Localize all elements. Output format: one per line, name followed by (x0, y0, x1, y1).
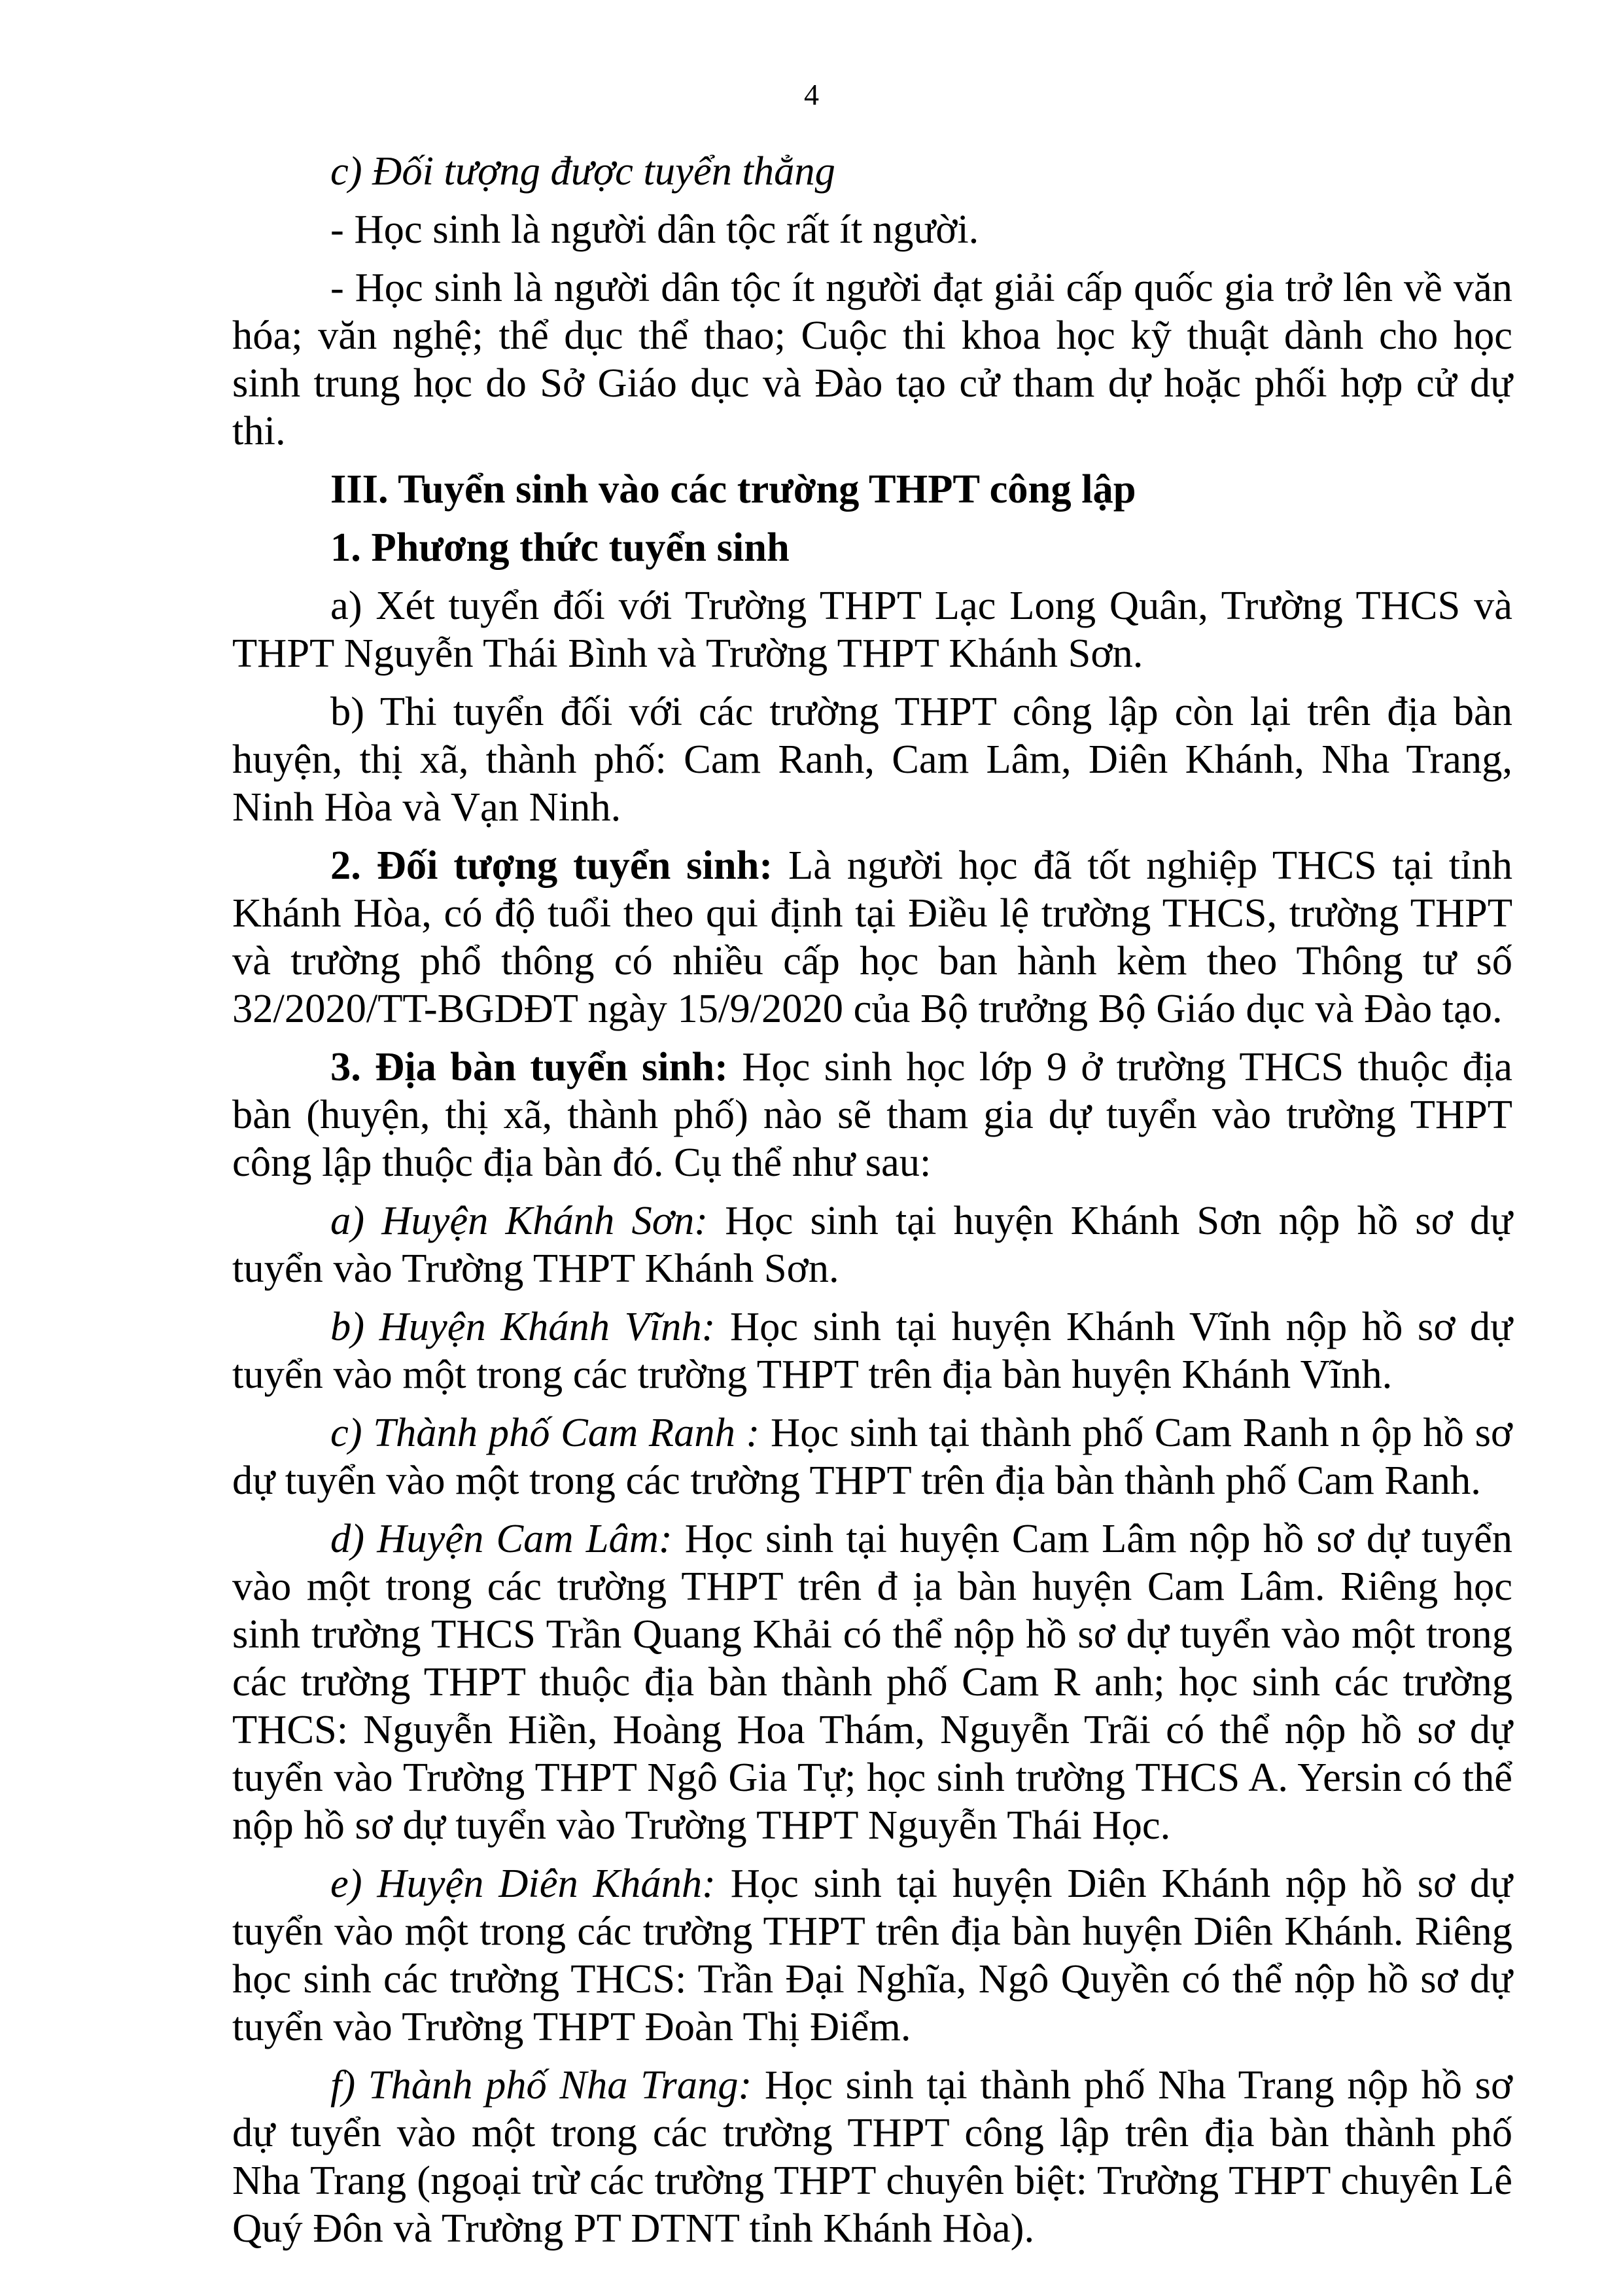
section-heading-1 (232, 523, 1512, 571)
paragraph-c-direct-admission-heading (232, 147, 1512, 195)
paragraph-e-dien-khanh (232, 1860, 1512, 2051)
section-heading-iii (232, 465, 1512, 513)
paragraph-text: Học sinh học lớp 9 ở trường THCS thuộc địa bàn (huyện, thị xã, thành phố) nào sẽ tham gia dự tuyển vào trường THPT công lập thuộc địa bàn đó. Cụ thể như sau: (232, 1044, 1512, 1185)
paragraph-text: Học sinh tại thành phố Nha Trang nộp hồ sơ dự tuyển vào một trong các trường THPT công lập trên địa bàn thành phố Nha Trang (ngoại trừ các trường THPT chuyên biệt: Trường THPT chuyên Lê Quý Đôn và Trường PT DTNT tỉnh Khánh Hòa). (232, 2062, 1512, 2251)
paragraph-text: - Học sinh là người dân tộc rất ít người. (330, 206, 979, 252)
paragraph-b-khanh-vinh (232, 1303, 1512, 1398)
paragraph-2-eligibility (232, 841, 1512, 1033)
paragraph-3-area (232, 1043, 1512, 1186)
paragraph-lead: a) Huyện Khánh Sơn: (330, 1197, 708, 1243)
paragraph-text: Là người học đã tốt nghiệp THCS tại tỉnh Khánh Hòa, có độ tuổi theo qui định tại Điều lệ trường THCS, trường THPT và trường phổ thông có nhiều cấp học ban hành kèm theo Thông tư số 32/2020/TT-BGDĐT ngày 15/9/2020 của Bộ trưởng Bộ Giáo dục và Đào tạo. (232, 842, 1513, 1031)
paragraph-text: a) Xét tuyển đối với Trường THPT Lạc Long Quân, Trường THCS và THPT Nguyễn Thái Bình và Trường THPT Khánh Sơn. (232, 582, 1512, 676)
paragraph-lead: III. Tuyển sinh vào các trường THPT công lập (330, 466, 1136, 512)
paragraph-ethnic-award (232, 264, 1512, 455)
paragraph-lead: b) Huyện Khánh Vĩnh: (330, 1303, 716, 1349)
paragraph-lead: 1. Phương thức tuyển sinh (330, 524, 790, 570)
page-number: 4 (804, 78, 819, 111)
paragraph-lead: 2. Đối tượng tuyển sinh: (330, 842, 773, 888)
paragraph-d-cam-lam (232, 1515, 1512, 1849)
paragraph-a-selection (232, 582, 1512, 677)
paragraph-text: Học sinh tại thành phố Cam Ranh n ộp hồ sơ dự tuyển vào một trong các trường THPT trên địa bàn thành phố Cam Ranh. (232, 1409, 1512, 1503)
paragraph-lead: f) Thành phố Nha Trang: (330, 2062, 752, 2108)
paragraph-a-khanh-son (232, 1197, 1512, 1292)
paragraph-text: b) Thi tuyển đối với các trường THPT công lập còn lại trên địa bàn huyện, thị xã, thành phố: Cam Ranh, Cam Lâm, Diên Khánh, Nha Trang, Ninh Hòa và Vạn Ninh. (232, 688, 1512, 830)
paragraph-lead: c) Thành phố Cam Ranh : (330, 1409, 760, 1455)
paragraph-text: - Học sinh là người dân tộc ít người đạt giải cấp quốc gia trở lên về văn hóa; văn nghệ; thể dục thể thao; Cuộc thi khoa học kỹ thuật dành cho học sinh trung học do Sở Giáo dục và Đào tạo cử tham dự hoặc phối hợp cử dự thi. (232, 264, 1512, 453)
paragraph-text: Học sinh tại huyện Diên Khánh nộp hồ sơ dự tuyển vào một trong các trường THPT trên địa bàn huyện Diên Khánh. Riêng học sinh các trường THCS: Trần Đại Nghĩa, Ngô Quyền có thể nộp hồ sơ dự tuyển vào Trường THPT Đoàn Thị Điểm. (232, 1860, 1512, 2049)
paragraph-f-nha-trang (232, 2061, 1512, 2252)
paragraph-text: Học sinh tại huyện Cam Lâm nộp hồ sơ dự tuyển vào một trong các trường THPT trên đ ịa bàn huyện Cam Lâm. Riêng học sinh trường THCS Trần Quang Khải có thể nộp hồ sơ dự tuyển vào một trong các trường THPT thuộc địa bàn thành phố Cam R anh; học sinh các trường THCS: Nguyễn Hiền, Hoàng Hoa Thám, Nguyễn Trãi có thể nộp hồ sơ dự tuyển vào Trường THPT Ngô Gia Tự; học sinh trường THCS A. Yersin có thể nộp hồ sơ dự tuyển vào Trường THPT Nguyễn Thái Học. (232, 1515, 1512, 1848)
paragraph-lead: d) Huyện Cam Lâm: (330, 1515, 672, 1561)
paragraph-c-cam-ranh (232, 1409, 1512, 1504)
paragraph-text: Học sinh tại huyện Khánh Sơn nộp hồ sơ dự tuyển vào Trường THPT Khánh Sơn. (232, 1197, 1512, 1291)
paragraph-very-few-ethnic (232, 205, 1512, 253)
paragraph-lead: e) Huyện Diên Khánh: (330, 1860, 716, 1906)
paragraph-lead: c) Đối tượng được tuyển thẳng (330, 148, 835, 194)
paragraph-text: Học sinh tại huyện Khánh Vĩnh nộp hồ sơ dự tuyển vào một trong các trường THPT trên địa bàn huyện Khánh Vĩnh. (232, 1303, 1512, 1397)
paragraph-b-exam (232, 688, 1512, 831)
document-body (232, 147, 1512, 2263)
paragraph-lead: 3. Địa bàn tuyển sinh: (330, 1044, 728, 1089)
